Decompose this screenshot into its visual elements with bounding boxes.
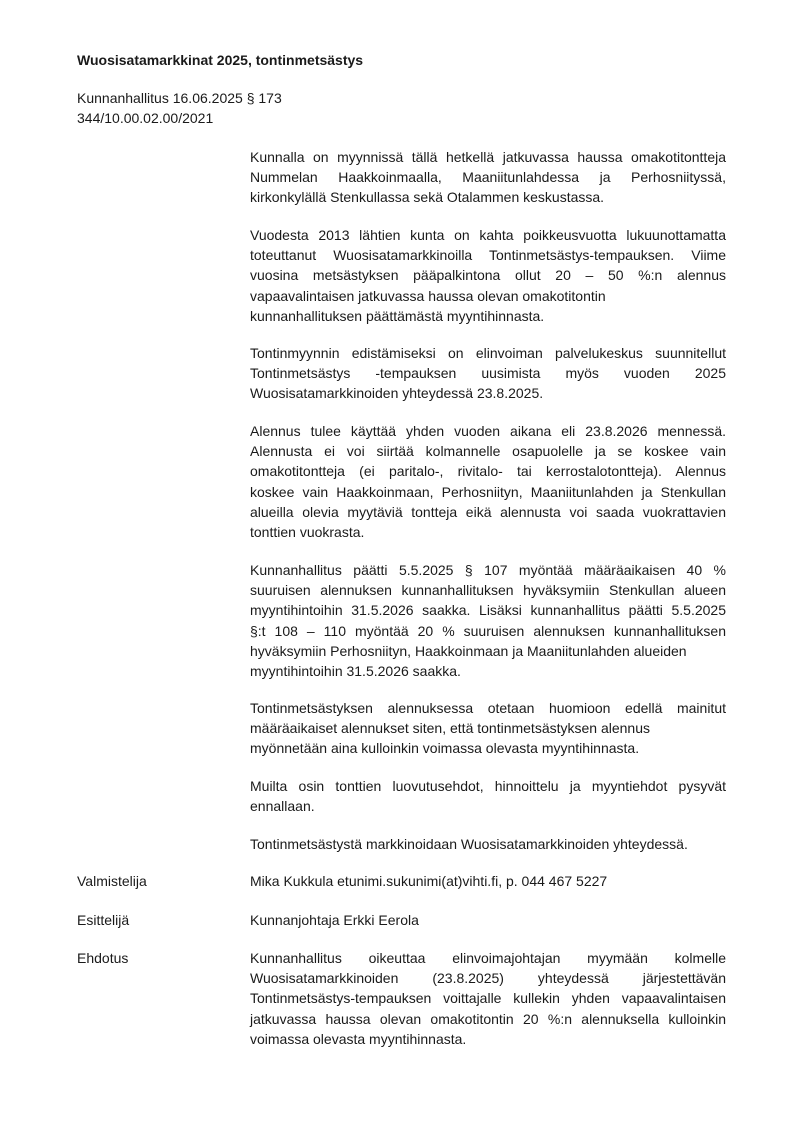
presenter-label: Esittelijä	[77, 912, 130, 928]
proposal-label: Ehdotus	[77, 950, 129, 966]
presenter-value: Kunnanjohtaja Erkki Eerola	[250, 912, 419, 928]
paragraph-marketing	[250, 834, 726, 854]
paragraph-discount-basis	[250, 698, 726, 759]
text-line: myyntihintoihin 31.5.2026 saakka. Lisäksi kunnanhallitus päätti 5.5.2025	[250, 602, 726, 619]
paragraph-plots-for-sale	[250, 147, 726, 208]
text-line: Wuosisatamarkkinoiden yhteydessä 23.8.2025.	[250, 385, 544, 402]
document-meta	[77, 88, 282, 128]
text-line: kunnanhallituksen päättämästä myyntihinnasta.	[250, 307, 545, 324]
paragraph-history	[250, 225, 726, 326]
paragraph-board-decisions	[250, 560, 726, 681]
text-line: alueilla olevia myytäviä tontteja eikä alennusta voi saada vuokrattavien	[250, 503, 726, 520]
record-number: 344/10.00.02.00/2021	[77, 110, 214, 126]
preparer-label: Valmistelija	[77, 873, 147, 889]
document-title: Wuosisatamarkkinat 2025, tontinmetsästys	[77, 52, 364, 68]
preparer-value: Mika Kukkula etunimi.sukunimi(at)vihti.fi, p. 044 467 5227	[250, 873, 608, 889]
text-line: vuosina metsästyksen pääpalkintona ollut 20 – 50 %:n alennus	[250, 267, 726, 284]
meeting-reference: Kunnanhallitus 16.06.2025 § 173	[77, 90, 282, 106]
text-line: Wuosisatamarkkinoiden (23.8.2025) yhteydessä järjestettävän	[250, 970, 726, 987]
text-line: Muilta osin tonttien luovutusehdot, hinnoittelu ja myyntiehdot pysyvät	[250, 778, 726, 794]
paragraph-plan-2025	[250, 343, 726, 404]
text-line: Tontinmetsästystä markkinoidaan Wuosisatamarkkinoiden yhteydessä.	[250, 836, 688, 852]
text-line: hyväksymiin Perhosniityn, Haakkoinmaan ja Maaniitunlahden alueiden	[250, 642, 687, 659]
text-line: Kunnanhallitus oikeuttaa elinvoimajohtajan myymään kolmelle	[250, 950, 726, 966]
text-line: Tontinmetsästys -tempauksen uusimista myös vuoden 2025	[250, 365, 726, 382]
text-line: Alennus tulee käyttää yhden vuoden aikana eli 23.8.2026 mennessä.	[250, 423, 726, 439]
text-line: Kunnanhallitus päätti 5.5.2025 § 107 myöntää määräaikaisen 40 %	[250, 562, 726, 578]
text-line: kirkonkylällä Stenkullassa sekä Otalammen keskustassa.	[250, 189, 605, 206]
text-line: Tontinmyynnin edistämiseksi on elinvoiman palvelukeskus suunnitellut	[250, 345, 726, 361]
text-line: suuruisen alennuksen kunnanhallituksen hyväksymiin Stenkullan alueen	[250, 582, 726, 599]
text-line: §:t 108 – 110 myöntää 20 % suuruisen alennuksen kunnanhallituksen	[250, 622, 726, 639]
paragraph-proposal	[250, 948, 726, 1049]
text-line: ennallaan.	[250, 798, 315, 815]
text-line: Kunnalla on myynnissä tällä hetkellä jatkuvassa haussa omakotitontteja	[250, 149, 726, 165]
text-line: omakotitontteja (ei paritalo-, rivitalo- tai kerrostalotontteja). Alennus	[250, 463, 726, 480]
text-line: tonttien vuokrasta.	[250, 524, 365, 541]
text-line: Vuodesta 2013 lähtien kunta on kahta poikkeusvuotta lukuunottamatta	[250, 227, 726, 243]
paragraph-discount-terms	[250, 421, 726, 542]
text-line: myyntihintoihin 31.5.2026 saakka.	[250, 663, 461, 680]
paragraph-other-terms	[250, 776, 726, 816]
text-line: toteuttanut Wuosisatamarkkinoilla Tontinmetsästys-tempauksen. Viime	[250, 247, 726, 264]
text-line: Nummelan Haakkoinmaalla, Maaniitunlahdessa ja Perhosniityssä,	[250, 169, 726, 186]
text-line: vapaavalintaisen jatkuvassa haussa olevan omakotitontin	[250, 287, 606, 304]
text-line: Tontinmetsästys-tempauksen voittajalle kullekin yhden vapaavalintaisen	[250, 990, 726, 1007]
text-line: myönnetään aina kulloinkin voimassa olevasta myyntihinnasta.	[250, 740, 640, 757]
text-line: Alennusta ei voi siirtää kolmannelle osapuolelle ja se koskee vain	[250, 443, 726, 460]
text-line: Tontinmetsästyksen alennuksessa otetaan huomioon edellä mainitut	[250, 700, 726, 716]
text-line: määräaikaiset alennukset siten, että tontinmetsästyksen alennus	[250, 720, 651, 737]
text-line: koskee vain Haakkoinmaan, Perhosniityn, Maaniitunlahden ja Stenkullan	[250, 483, 726, 500]
text-line: voimassa olevasta myyntihinnasta.	[250, 1030, 467, 1047]
text-line: jatkuvassa haussa olevan omakotitontin 20 %:n alennuksella kulloinkin	[250, 1010, 726, 1027]
